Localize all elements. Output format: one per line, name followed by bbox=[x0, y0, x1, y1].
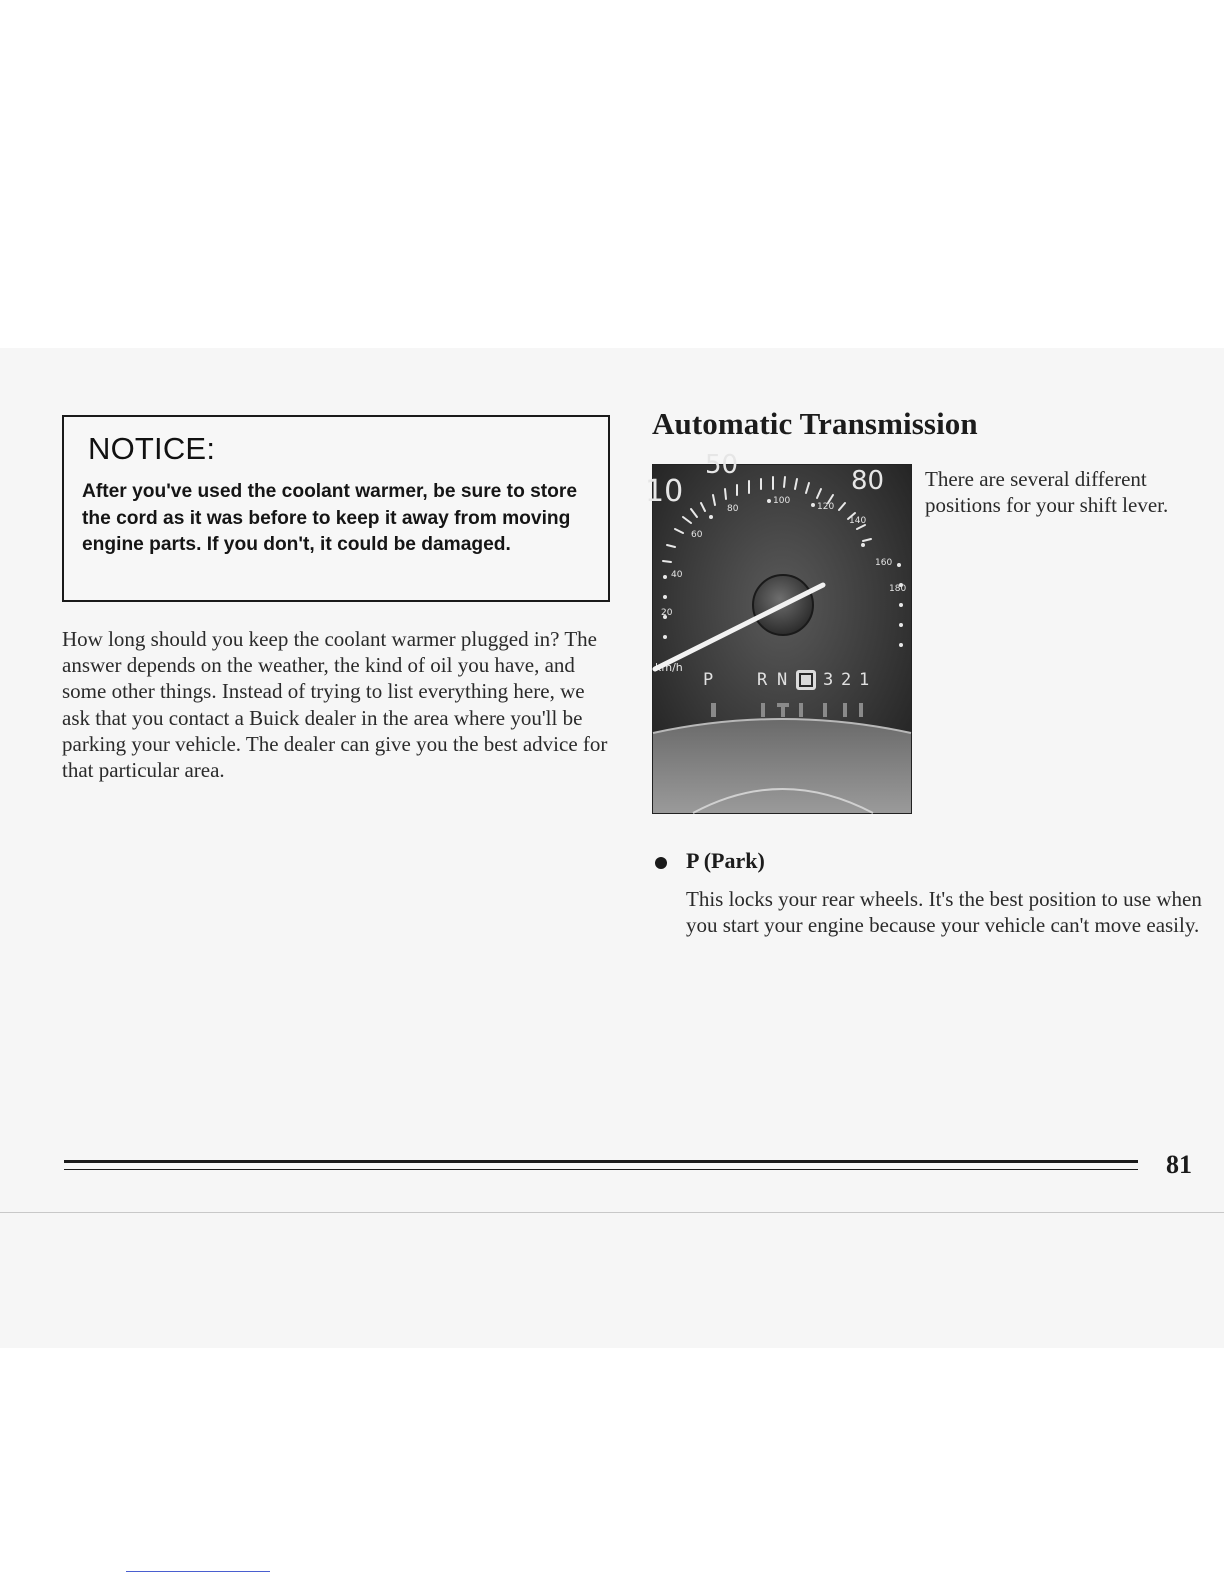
speed-mark: 140 bbox=[849, 516, 867, 526]
speed-mark: 80 bbox=[727, 504, 739, 514]
gear-indicator: 3 bbox=[823, 670, 834, 690]
speed-mark: 60 bbox=[691, 530, 703, 540]
park-description: This locks your rear wheels. It's the best position to use when you start your engine because your vehicle can't move easily. bbox=[686, 887, 1202, 937]
speed-mark: 40 bbox=[671, 570, 683, 580]
instrument-cluster-photo bbox=[645, 450, 912, 814]
gear-indicator: 2 bbox=[841, 670, 852, 690]
notice-text: After you've used the coolant warmer, be sure to store the cord as it was before to keep it away from moving engine parts. If you don't, it could be damaged. bbox=[82, 481, 578, 555]
bullet-icon bbox=[655, 857, 667, 869]
gear-park: P bbox=[703, 670, 714, 690]
band-divider bbox=[0, 1212, 1224, 1213]
gear-indicator: N bbox=[777, 670, 788, 690]
speed-unit: km/h bbox=[655, 661, 683, 674]
large-mark: 80 bbox=[851, 466, 885, 496]
speed-mark: 100 bbox=[773, 496, 791, 506]
park-label: P (Park) bbox=[686, 848, 765, 873]
coolant-warmer-paragraph: How long should you keep the coolant warmer plugged in? The answer depends on the weather, the kind of oil you have, and some other things. Instead of trying to list everything here, we ask that you contact a Buick dealer in the area where you'll be parking your vehicle. The dealer can give you the best advice for that particular area. bbox=[62, 627, 608, 783]
page-number: 81 bbox=[1166, 1150, 1192, 1179]
large-mark: 10 bbox=[645, 474, 684, 509]
speed-mark: 20 bbox=[661, 608, 673, 618]
link-underline bbox=[126, 1571, 270, 1572]
large-mark: 50 bbox=[705, 450, 739, 480]
gear-indicator: 1 bbox=[859, 670, 870, 690]
speed-mark: 120 bbox=[817, 502, 835, 512]
speed-mark: 160 bbox=[875, 558, 893, 568]
speed-mark: 180 bbox=[889, 584, 907, 594]
section-title: Automatic Transmission bbox=[652, 406, 978, 441]
gear-indicator: R bbox=[757, 670, 768, 690]
notice-heading: NOTICE: bbox=[88, 431, 216, 466]
notice-box bbox=[62, 415, 610, 602]
shift-lever-intro: There are several different positions for your shift lever. bbox=[925, 467, 1169, 517]
footer-rule bbox=[64, 1160, 1138, 1163]
footer-rule-thin bbox=[64, 1169, 1138, 1170]
